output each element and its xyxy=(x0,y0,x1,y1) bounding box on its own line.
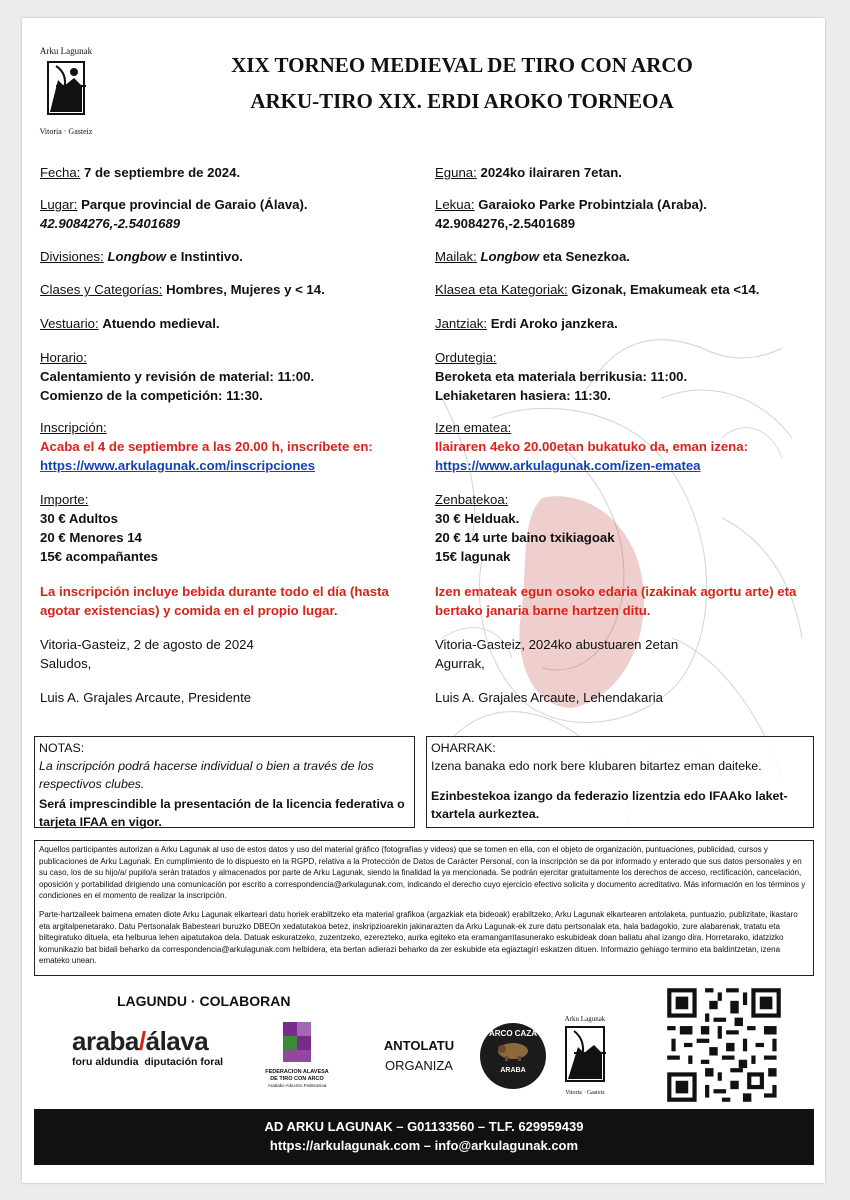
club-logo-bottom-text: Vitoria · Gasteiz xyxy=(39,127,93,136)
archer-emblem-icon xyxy=(34,56,98,122)
eu-fecha-firma: Vitoria-Gasteiz, 2024ko abustuaren 2etan xyxy=(435,637,679,652)
firma-lehendakaria: Luis A. Grajales Arcaute, Lehendakaria xyxy=(435,690,663,705)
oharrak-title: OHARRAK: xyxy=(431,741,496,755)
archer-emblem-small-icon xyxy=(560,1023,610,1085)
title-spanish: XIX TORNEO MEDIEVAL DE TIRO CON ARCO xyxy=(231,53,693,77)
notas-box xyxy=(34,736,415,828)
boar-icon xyxy=(495,1038,531,1062)
oharrak-box xyxy=(426,736,814,828)
fecha-firma: Vitoria-Gasteiz, 2 de agosto de 2024 xyxy=(40,637,254,652)
notas-italic: La inscripción podrá hacerse individual o bien a través de los respectivos clubes. xyxy=(39,759,374,791)
eu-saludo: Agurrak, xyxy=(435,656,485,671)
federacion-emblem-icon xyxy=(275,1020,319,1064)
notas-bold: Será imprescindible la presentación de la licencia federativa o tarjeta IFAA en vigor. xyxy=(39,797,405,829)
legal-text-basque: Parte-hartzaileek baimena ematen diote Arku Lagunak elkarteari datu horiek erabiltzeko eta material grafikoa (argazkiak eta bideoak) erabiltzeko, Arku Lagunak elkartearen antolaketa, puntuazio, publizitate, ikastaro eta argitalpenetarako. Datu Pertsonalak Babesteari buruzko DBEOn xedatutakoa betez, inskripzioarekin jakinarazten da Arku Lagunak-ek zure datu pertsonalak eta, hala badagokio, zure alabarenak, tratatu eta biltegiratuko dituela, eta helburua lehen aipatutakoa dela. Datuak eskuratzeko, zuzentzeko, ezerezteko, aurka egiteko eta eramangarritasunerako eskubideak doan baliatu ahal izango dira. Horretarako, idatzizko komunikazio bat bidali beharko da correspondencia@arkulagunak.com helbidera, eta bertan adierazi beharko da zer eskubide eta egiaztagiri eskatzen dituen. Informazio gehiago termino eta baldintzetan, izena emateko unean. xyxy=(39,909,798,966)
footer-line-2[interactable]: https://arkulagunak.com – info@arkulagunak.com xyxy=(269,1138,579,1153)
oharrak-bold: Ezinbestekoa izango da federazio lizentzia edo IFAAko laket-txartela aurkeztea. xyxy=(431,789,788,821)
arco-caza-araba-logo: ARCO CAZA ARABA xyxy=(480,1023,546,1089)
poster-page xyxy=(22,18,825,1183)
clases-row: Clases y Categorías: Hombres, Mujeres y < 14. xyxy=(40,282,325,297)
izen-ematea-barne-note: Izen emateak egun osoko edaria (izakinak agortu arte) eta bertako janaria barne hartzen ditu. xyxy=(435,584,797,618)
mailak-row: Mailak: Longbow eta Senezkoa. xyxy=(435,249,630,264)
jantziak-row: Jantziak: Erdi Aroko janzkera. xyxy=(435,316,618,331)
inscripcion-block: Inscripción: Acaba el 4 de septiembre a las 20.00 h, inscríbete en: https://www.arkulagunak.com/inscripciones xyxy=(40,420,373,473)
saludo: Saludos, xyxy=(40,656,92,671)
ordutegia-block: Ordutegia: Beroketa eta materiala berrikusia: 11:00. Lehiaketaren hasiera: 11:30. xyxy=(435,350,688,403)
oharrak-line: Izena banaka edo nork bere klubaren bitartez eman daiteke. xyxy=(431,759,762,773)
lugar-coordinates: 42.9084276,-2.5401689 xyxy=(40,216,181,231)
lekua-coordinates: 42.9084276,-2.5401689 xyxy=(435,216,576,231)
importe-block: Importe: 30 € Adultos 20 € Menores 14 15€ acompañantes xyxy=(40,492,159,564)
vestuario-row: Vestuario: Atuendo medieval. xyxy=(40,316,220,331)
qr-code[interactable] xyxy=(663,984,785,1106)
legal-text-spanish: Aquellos participantes autorizan a Arku Lagunak al uso de estos datos y uso del material gráfico (fotografías y videos) que se tomen en ella, con el objeto de organización, puntuaciones, publicidad, cursos y publicaciones de Arku Lagunak. En cumplimiento de lo dispuesto en la RGPD, relativa a la Protección de Datos de Carácter Personal, con la inscripción se da por informado y enterado que sus datos personales y en su caso, los de su hijo/a/ pupilo/a serán tratados y almacenados por parte de Arku Lagunak, siendo la finalidad la ya mencionada. Se podrán ejercitar gratuitamente los derechos de acceso, rectificación, cancelación, oposición y portabilidad dirigiendo una comunicación por escrito a correspondencia@arkulagunak.com, indicando el derecho cuyo ejercicio efectivo solicita y documento acreditativo. Más información en los términos y condiciones en el momento de realizar la inscripción. xyxy=(39,845,806,901)
araba-alava-logo: araba/álava foru aldundia diputación foral xyxy=(72,1026,262,1068)
footer-line-1: AD ARKU LAGUNAK – G01133560 – TLF. 629959439 xyxy=(264,1119,584,1134)
club-logo-top-text: Arku Lagunak xyxy=(39,46,93,56)
inscripcion-link[interactable]: https://www.arkulagunak.com/inscripciones xyxy=(40,458,316,473)
notas-title: NOTAS: xyxy=(39,741,85,755)
fecha-row: Fecha: 7 de septiembre de 2024. xyxy=(40,165,241,180)
organiza-heading: ANTOLATU ORGANIZA xyxy=(383,1038,455,1073)
title-basque: ARKU-TIRO XIX. ERDI AROKO TORNEOA xyxy=(250,89,674,113)
divisiones-row: Divisiones: Longbow e Instintivo. xyxy=(40,249,243,264)
legal-privacy-box xyxy=(34,840,814,976)
firma-presidente: Luis A. Grajales Arcaute, Presidente xyxy=(40,690,252,705)
horario-block: Horario: Calentamiento y revisión de material: 11:00. Comienzo de la competición: 11:30. xyxy=(40,350,315,403)
arku-lagunak-logo-small: Arku Lagunak Vitoria · Gasteiz xyxy=(550,1015,620,1096)
lekua-row: Lekua: Garaioko Parke Probintziala (Araba). 42.9084276,-2.5401689 xyxy=(435,197,707,231)
zenbatekoa-block: Zenbatekoa: 30 € Helduak. 20 € 14 urte baino txikiagoak 15€ lagunak xyxy=(435,492,615,564)
inscripcion-incluye-note: La inscripción incluye bebida durante todo el día (hasta agotar existencias) y comida en el propio lugar. xyxy=(40,584,389,618)
izen-ematea-block: Izen ematea: Ilairaren 4eko 20.00etan bukatuko da, eman izena: https://www.arkulagunak.com/izen-ematea xyxy=(435,420,748,473)
lugar-row: Lugar: Parque provincial de Garaio (Álava). 42.9084276,-2.5401689 xyxy=(40,197,308,231)
club-logo xyxy=(34,46,98,138)
footer-contact-bar xyxy=(34,1109,814,1165)
klasea-row: Klasea eta Kategoriak: Gizonak, Emakumeak eta <14. xyxy=(435,282,760,297)
araba-subtitle: foru aldundia diputación foral xyxy=(72,1056,224,1068)
izen-ematea-link[interactable]: https://www.arkulagunak.com/izen-ematea xyxy=(435,458,701,473)
colaboran-heading: LAGUNDU · COLABORAN xyxy=(117,993,291,1009)
eguna-row: Eguna: 2024ko ilairaren 7etan. xyxy=(435,165,622,180)
federacion-alavesa-logo: FEDERACION ALAVESA DE TIRO CON ARCO Arabako Arku-tiro Federazioa xyxy=(262,1020,332,1089)
